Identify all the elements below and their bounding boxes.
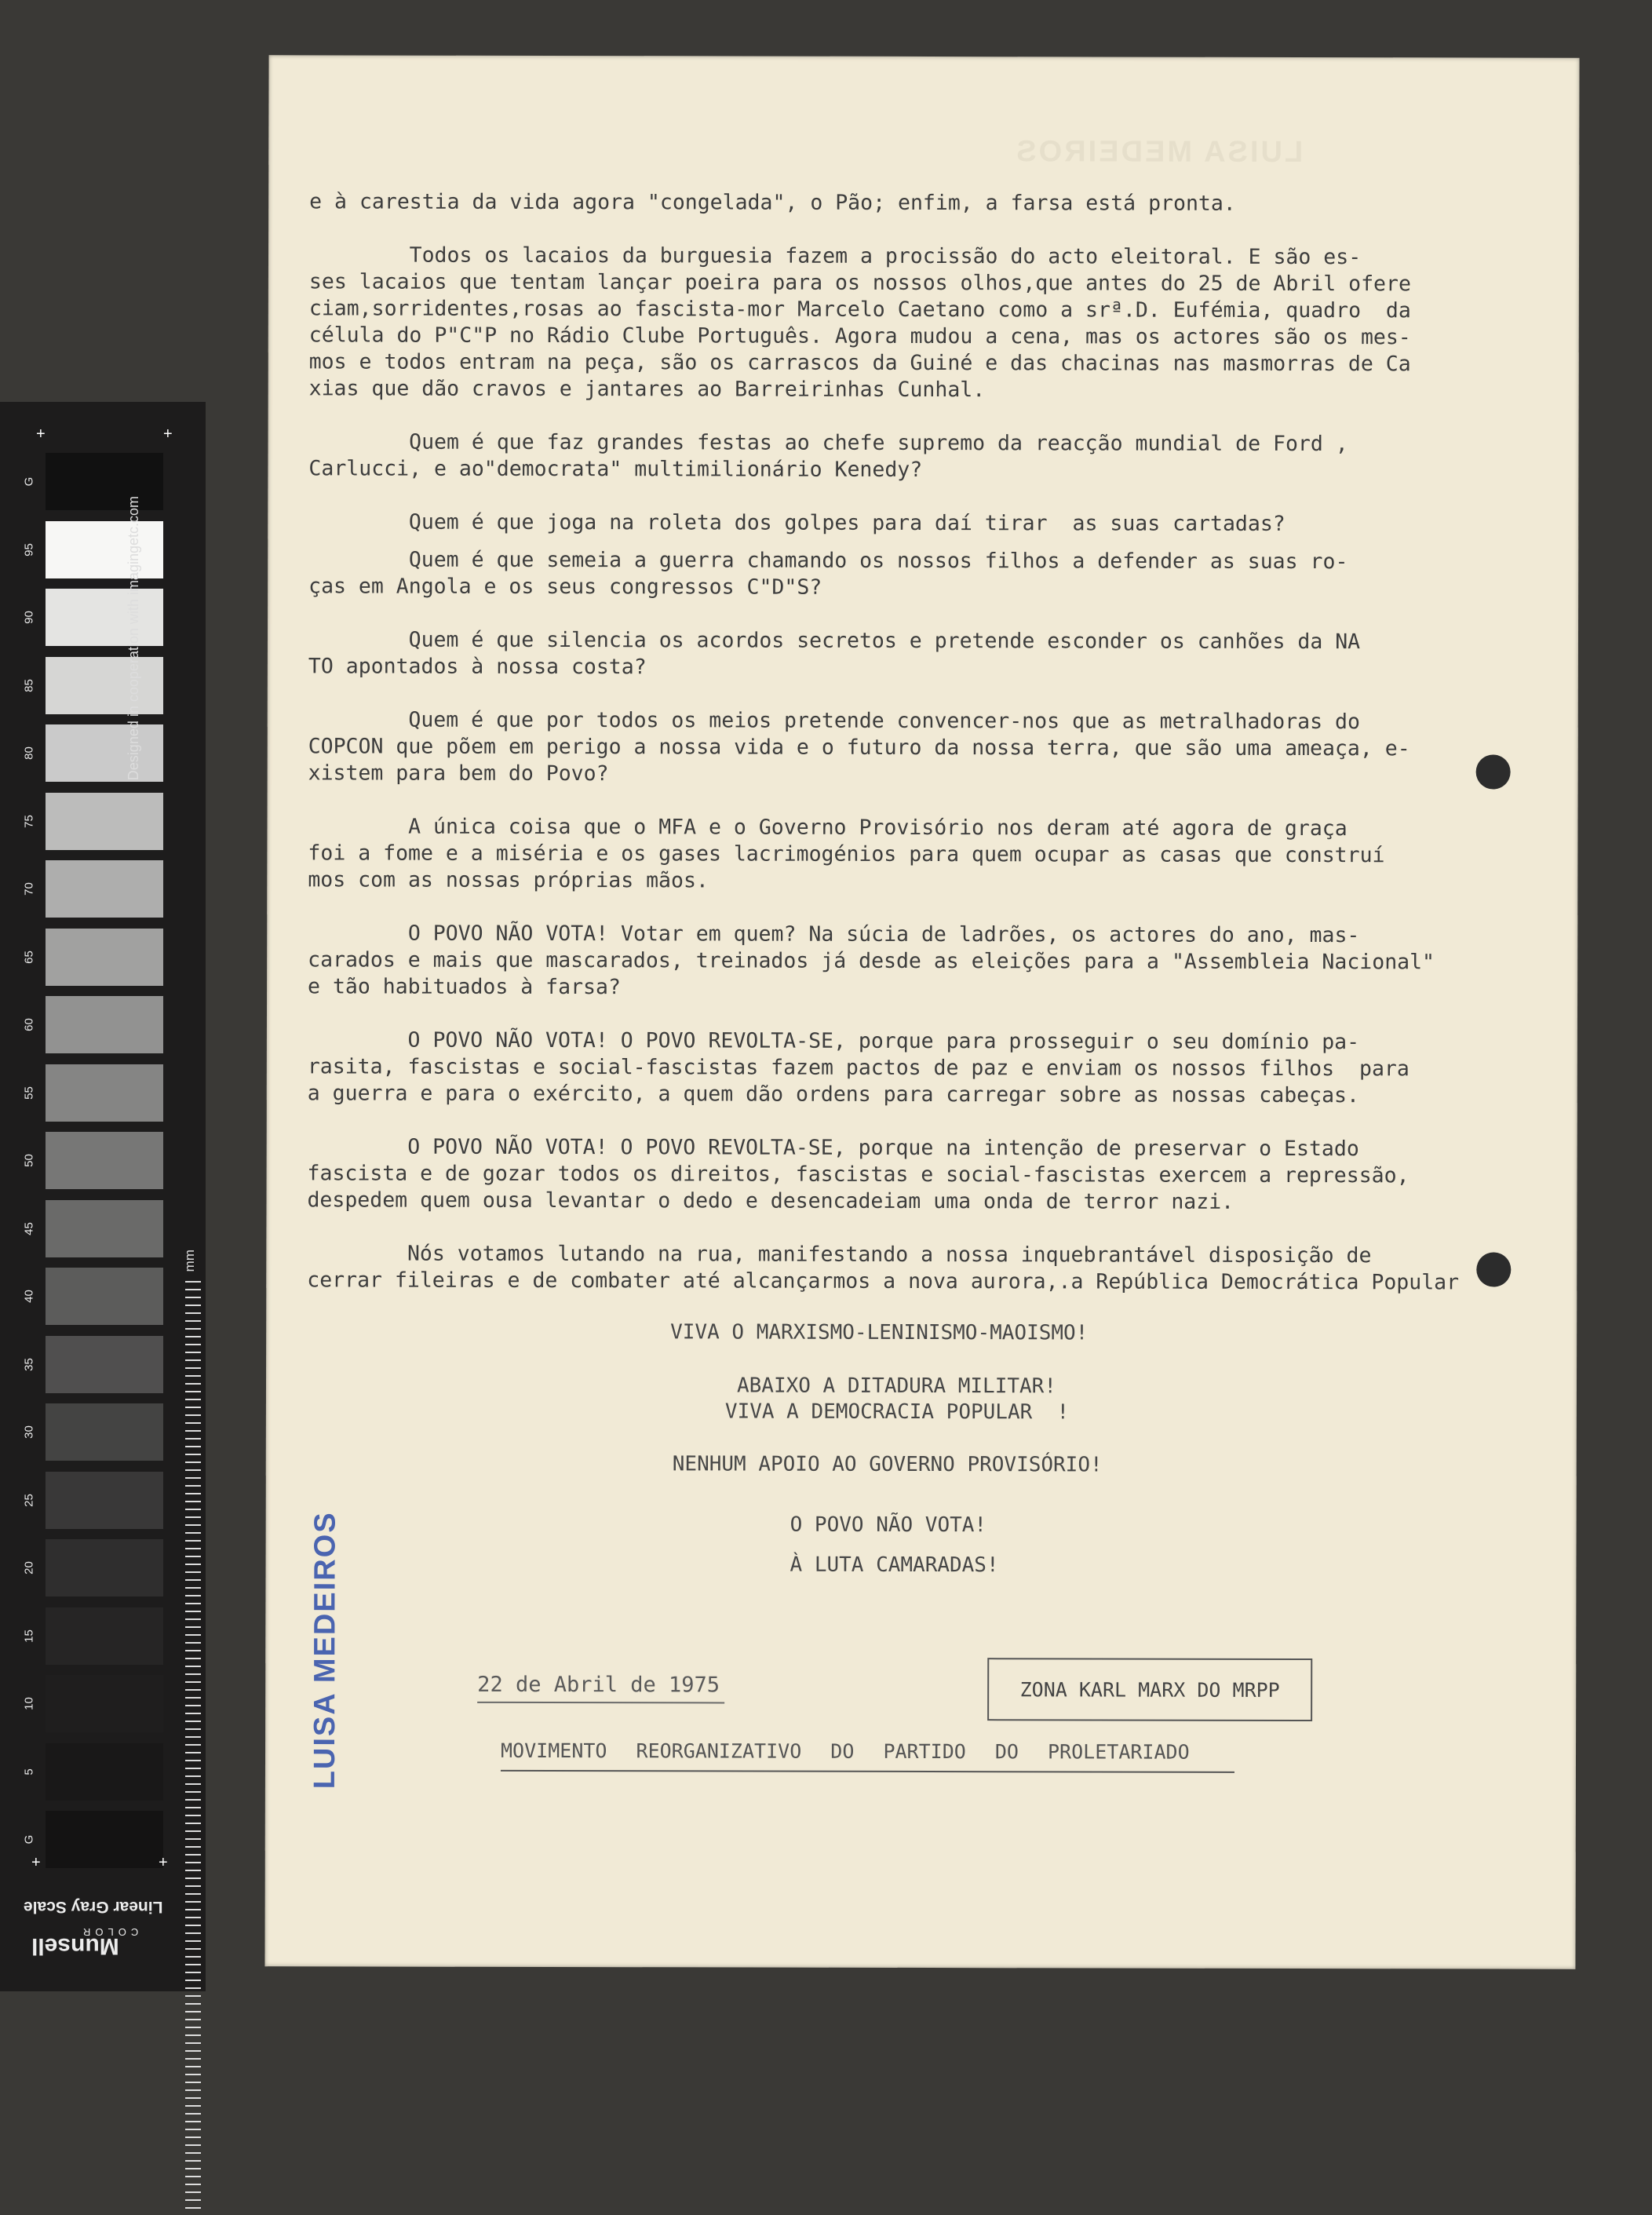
registration-mark: +: [31, 1854, 41, 1871]
gray-scale-label: 20: [22, 1561, 36, 1575]
registration-mark: +: [163, 425, 173, 443]
gray-patch: [46, 1336, 163, 1393]
gray-scale-label: 85: [22, 678, 36, 692]
paragraph: O POVO NÃO VOTA! Votar em quem? Na súcia de ladrões, os actores do ano, mas- carados e mais que mascarados, treinados já desde as eleições para a "Assembleia Nacional" e tão habituados à farsa?: [308, 921, 1435, 1000]
punch-hole: [1476, 1252, 1511, 1286]
gray-patch: [46, 1064, 163, 1122]
paragraph: Nós votamos lutando na rua, manifestando a nossa inquebrantável disposição de cerrar fileiras e de combater até alcançarmos a nova aurora,.a República Democrática Popular: [307, 1241, 1460, 1295]
paragraph: A única coisa que o MFA e o Governo Provisório nos deram até agora de graça foi a fome e a miséria e os gases lacrimogénios para quem ocupar as casas que construí mos com as nossas próprias mãos.: [308, 814, 1385, 893]
paragraph: O POVO NÃO VOTA! O POVO REVOLTA-SE, porque na intenção de preservar o Estado fascista e de gozar todos os direitos, fascistas e social-fascistas exercem a repressão, despedem quem ousa levantar o dedo e desencadeiam uma onda de terror nazi.: [307, 1134, 1409, 1214]
gray-scale-label: 45: [22, 1221, 36, 1235]
gray-scale-label: G: [22, 1834, 36, 1845]
gray-scale-label: 95: [22, 542, 36, 556]
gray-patch: [46, 1268, 163, 1325]
slogan-marxism: VIVA O MARXISMO-LENINISMO-MAOISMO!: [670, 1320, 1089, 1345]
gray-patch: [46, 1607, 163, 1665]
registration-mark: +: [36, 425, 46, 443]
gray-scale-label: 75: [22, 814, 36, 828]
gray-scale-label: 70: [22, 882, 36, 896]
paragraph: Todos os lacaios da burguesia fazem a procissão do acto eleitoral. E são es- ses lacaios que tentam lançar poeira para os nossos olhos,que antes do 25 de Abril ofere ciam,sorridentes,rosas ao fascista-mor Marcelo Caetano como a srª.D. Eufémia, quadro da célula do P"C"P no Rádio Clube Português. Agora mudou a cena, mas os actores são os mes- mos e todos entram na peça, são os carrascos da Guiné e das chacinas nas masmorras de Ca xias que dão cravos e jantares ao Barreirinhas Cunhal.: [308, 243, 1411, 403]
paragraph: O POVO NÃO VOTA! O POVO REVOLTA-SE, porque para prosseguir o seu domínio pa- rasita, fascistas e social-fascistas fazem pactos de paz e enviam os nossos filhos para a guerra e para o exército, a quem dão ordens para carregar sobre as nossas cabeças.: [307, 1027, 1409, 1108]
gray-patch: [46, 1675, 163, 1732]
gray-scale-label: 65: [22, 950, 36, 964]
gray-patch: [46, 929, 163, 986]
movement-name: MOVIMENTO REORGANIZATIVO DO PARTIDO DO PROLETARIADO: [501, 1739, 1234, 1773]
gray-patch: [46, 657, 163, 714]
punch-hole: [1476, 754, 1511, 789]
document-sheet: [264, 55, 1579, 1969]
strip-title: Linear Gray Scale: [24, 1898, 163, 1916]
gray-scale-label: 15: [22, 1629, 36, 1643]
gray-patch: [46, 1200, 163, 1257]
gray-scale-label: 80: [22, 746, 36, 760]
gray-scale-label: 60: [22, 1018, 36, 1031]
strip-credit: Designed in cooperation with imagingetc.com: [126, 496, 141, 781]
strip-brand-sub: COLOR: [78, 1926, 139, 1938]
gray-patch: [46, 996, 163, 1053]
gray-scale-label: 10: [22, 1697, 36, 1710]
strip-mm-label: mm: [182, 1250, 197, 1272]
gray-scale-label: 25: [22, 1493, 36, 1507]
slogan-povo: O POVO NÃO VOTA!: [790, 1513, 987, 1538]
document-body: [307, 188, 1502, 1323]
paragraph: Quem é que semeia a guerra chamando os nossos filhos a defender as suas ro- ças em Angola e os seus congressos C"D"S?: [308, 547, 1348, 600]
gray-patch: [46, 724, 163, 782]
gray-patch: [46, 1132, 163, 1189]
stamp-luisa-medeiros: LUISA MEDEIROS: [308, 1511, 342, 1790]
gray-patch: [46, 589, 163, 646]
ghost-stamp: LUISA MEDEIROS: [1014, 135, 1304, 170]
gray-scale-label: 40: [22, 1290, 36, 1303]
gray-patch: [46, 1472, 163, 1529]
gray-patch: [46, 453, 163, 510]
slogan-ditadura: ABAIXO A DITADURA MILITAR!: [736, 1374, 1057, 1399]
gray-scale-label: 50: [22, 1154, 36, 1167]
gray-scale-label: 30: [22, 1425, 36, 1439]
gray-scale-label: G: [22, 476, 36, 487]
gray-patch: [46, 521, 163, 578]
gray-patch: [46, 1811, 163, 1868]
gray-patch: [46, 1403, 163, 1461]
slogan-luta: À LUTA CAMARADAS!: [790, 1553, 999, 1578]
slogan-democracia: VIVA A DEMOCRACIA POPULAR !: [724, 1399, 1070, 1425]
paragraph: Quem é que joga na roleta dos golpes para daí tirar as suas cartadas?: [308, 509, 1285, 536]
gray-scale-label: 90: [22, 611, 36, 624]
slogan-governo: NENHUM APOIO AO GOVERNO PROVISÓRIO!: [672, 1452, 1103, 1477]
gray-patch: [46, 860, 163, 918]
gray-scale-label: 35: [22, 1357, 36, 1371]
gray-scale-strip: [0, 402, 206, 1991]
gray-patch: [46, 1743, 163, 1801]
gray-patch: [46, 793, 163, 850]
gray-patch: [46, 1539, 163, 1596]
registration-mark: +: [159, 1854, 168, 1871]
paragraph: Quem é que silencia os acordos secretos e pretende esconder os canhões da NA TO apontados à nossa costa?: [308, 627, 1361, 680]
gray-scale-label: 55: [22, 1086, 36, 1100]
signature-box: ZONA KARL MARX DO MRPP: [987, 1658, 1312, 1721]
gray-scale-label: 5: [22, 1768, 36, 1775]
paragraph: Quem é que faz grandes festas ao chefe supremo da reacção mundial de Ford , Carlucci, e ao"democrata" multimilionário Kenedy?: [308, 429, 1348, 482]
document-date: 22 de Abril de 1975: [477, 1673, 724, 1704]
paragraph: e à carestia da vida agora "congelada", o Pão; enfim, a farsa está pronta.: [309, 189, 1236, 216]
paragraph: Quem é que por todos os meios pretende convencer-nos que as metralhadoras do COPCON que põem em perigo a nossa vida e o futuro da nossa terra, que são uma ameaça, e- xistem para bem do Povo?: [308, 707, 1410, 786]
mm-ruler: [185, 1281, 201, 2215]
strip-brand: Munsell: [31, 1933, 119, 1959]
